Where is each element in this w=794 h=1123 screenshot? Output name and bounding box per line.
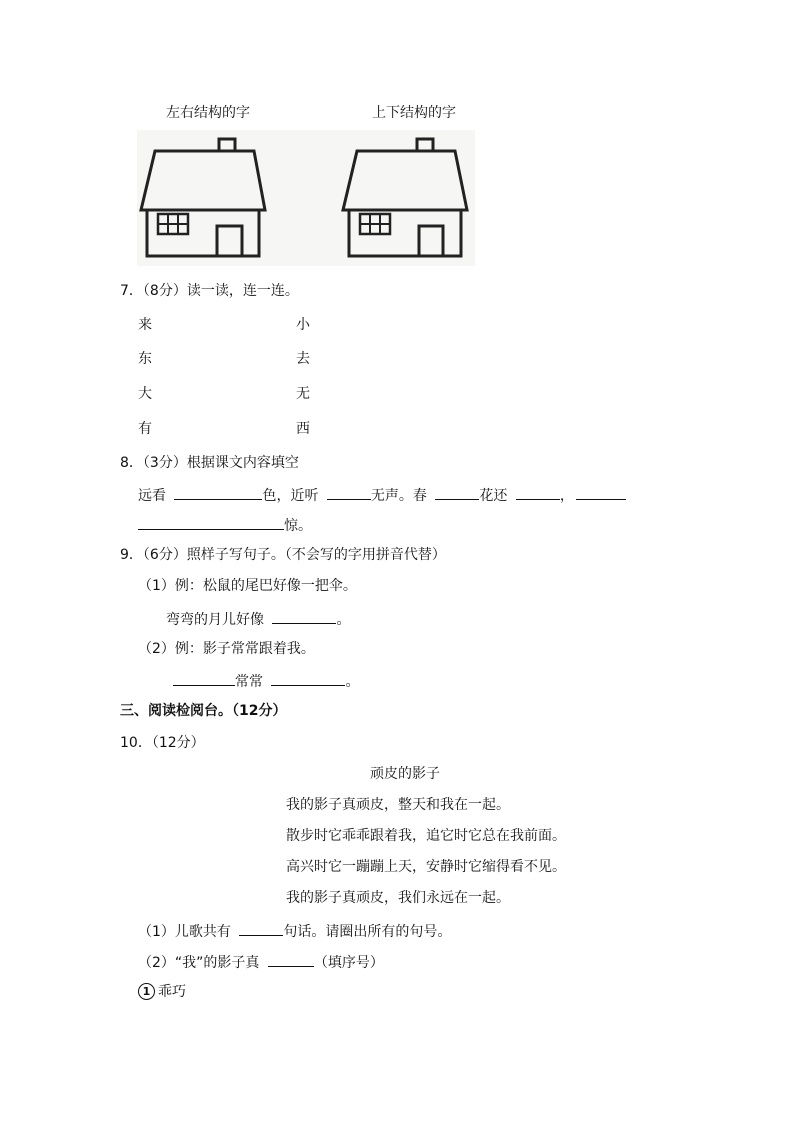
q7-right-char: 去 <box>296 351 310 367</box>
poem-line: 我的影子真顽皮，我们永远在一起。 <box>286 890 510 906</box>
left-house-icon <box>141 139 265 256</box>
q9-task-2-end: 。 <box>345 674 360 690</box>
q8-line1 <box>138 485 626 505</box>
poem-line: 我的影子真顽皮，整天和我在一起。 <box>286 797 510 813</box>
q10-sub-2-text-a: （2）“我”的影子真 <box>138 955 260 971</box>
q9-blank-1[interactable] <box>272 609 336 624</box>
q9-example-1: （1）例：松鼠的尾巴好像一把伞。 <box>138 578 357 594</box>
q10-blank-2[interactable] <box>268 952 314 967</box>
q8-line2 <box>138 515 312 535</box>
q8-line2-end: 惊。 <box>284 518 312 534</box>
q8-title: 8．（3分）根据课文内容填空 <box>120 455 299 471</box>
q9-blank-2[interactable] <box>173 671 235 686</box>
q8-text-b: 色，近听 <box>262 488 319 504</box>
q8-blank-1[interactable] <box>174 485 262 500</box>
q10-option-1-text: 乖巧 <box>158 984 186 1000</box>
q7-left-char: 东 <box>138 351 152 367</box>
house-drawings <box>137 130 475 266</box>
section-3-heading: 三、阅读检阅台。（12分） <box>120 703 287 719</box>
q7-left-char: 来 <box>138 317 152 333</box>
right-house-label: 上下结构的字 <box>372 105 456 121</box>
q10-sub-1-text-b: 句话。请圈出所有的句号。 <box>283 924 452 940</box>
q10-sub-2 <box>138 952 384 972</box>
q8-blank-3[interactable] <box>435 485 479 500</box>
q8-blank-2[interactable] <box>327 485 371 500</box>
q10-title: 10．（12分） <box>120 735 205 751</box>
q9-task-1-end: 。 <box>336 612 351 628</box>
right-house-icon <box>343 139 467 256</box>
q10-sub-1 <box>138 921 451 941</box>
house-diagram <box>137 130 475 266</box>
q9-task-2 <box>173 671 359 691</box>
q7-left-char: 有 <box>138 421 152 437</box>
q7-left-char: 大 <box>138 386 152 402</box>
q7-right-char: 小 <box>296 317 310 333</box>
q9-task-1 <box>166 609 350 629</box>
poem-title: 顽皮的影子 <box>370 766 440 782</box>
q8-text-d: 花还 <box>479 488 508 504</box>
q9-title: 9．（6分）照样子写句子。（不会写的字用拼音代替） <box>120 547 446 563</box>
q8-text-a: 远看 <box>138 488 166 504</box>
q10-option-1[interactable] <box>138 983 186 1001</box>
poem-line: 散步时它乖乖跟着我，追它时它总在我前面。 <box>286 828 566 844</box>
q7-right-char: 西 <box>296 421 310 437</box>
q8-blank-6[interactable] <box>138 515 284 530</box>
q7-title: 7．（8分）读一读，连一连。 <box>120 283 299 299</box>
q8-text-e: ， <box>559 488 574 504</box>
q9-blank-3[interactable] <box>271 671 345 686</box>
q10-sub-2-text-b: （填序号） <box>313 955 384 971</box>
q10-blank-1[interactable] <box>239 921 283 936</box>
q8-text-c: 无声。春 <box>370 488 427 504</box>
q8-blank-5[interactable] <box>576 485 626 500</box>
q7-right-char: 无 <box>296 386 310 402</box>
circled-number-icon: 1 <box>138 983 155 1000</box>
q10-sub-1-text-a: （1）儿歌共有 <box>138 924 231 940</box>
q8-blank-4[interactable] <box>516 485 560 500</box>
left-house-label: 左右结构的字 <box>166 105 250 121</box>
q9-example-2: （2）例：影子常常跟着我。 <box>138 641 315 657</box>
q9-task-1-text: 弯弯的月儿好像 <box>166 612 264 628</box>
q9-task-2-mid: 常常 <box>235 674 263 690</box>
poem-line: 高兴时它一蹦蹦上天，安静时它缩得看不见。 <box>286 859 566 875</box>
